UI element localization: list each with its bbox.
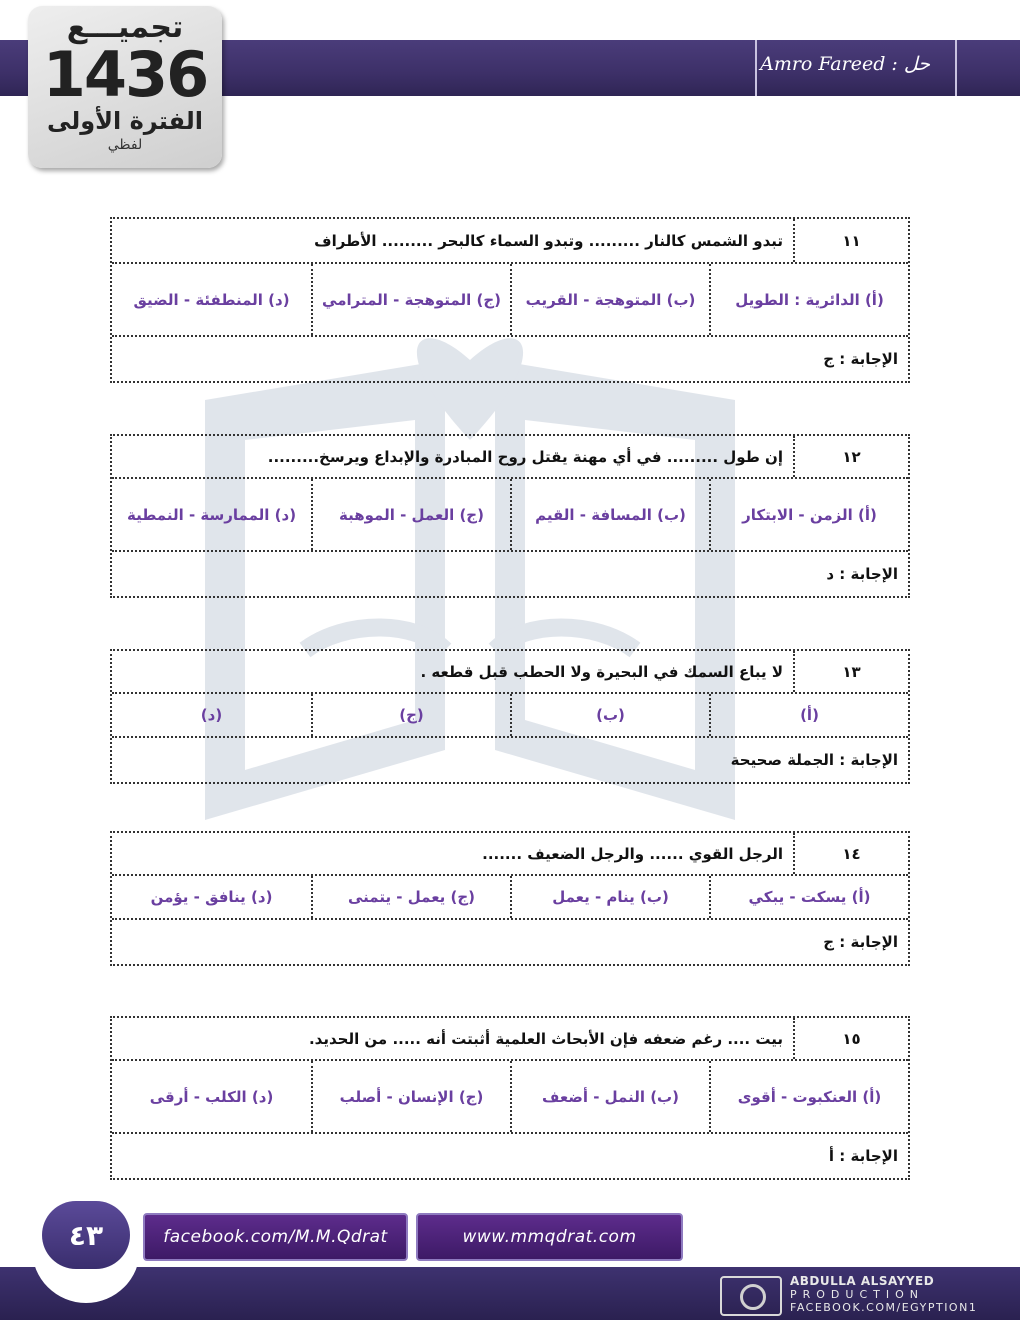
option-a: (أ) الدائرية : الطويل [709,264,908,335]
option-b: (ب) ينام - يعمل [510,876,709,918]
production-facebook[interactable]: FACEBOOK.COM/EGYPTION1 [790,1301,978,1314]
question-stem: تبدو الشمس كالنار ......... وتبدو السماء كالبحر ......... الأطراف [314,231,783,250]
question-block-14 [110,831,910,966]
option-b: (ب) المسافة - القيم [510,479,709,550]
option-b: (ب) [510,694,709,736]
question-block-15 [110,1016,910,1180]
solver-credit: حل : Amro Fareed [760,53,930,75]
option-b: (ب) النمل - أضعف [510,1061,709,1132]
option-b: (ب) المتوهجة - القريب [510,264,709,335]
page-number: ٤٣ [42,1201,130,1269]
header-divider [955,40,957,96]
answer-text: الإجابة : الجملة صحيحة [730,751,898,769]
option-c: (ج) المتوهجة - المترامي [311,264,510,335]
question-number: ١٢ [793,436,908,477]
collection-logo [28,6,222,168]
page-number-badge [32,1195,140,1303]
question-block-11 [110,217,910,383]
question-block-13 [110,649,910,784]
question-number: ١٥ [793,1018,908,1059]
option-c: (ج) الإنسان - أصلب [311,1061,510,1132]
option-c: (ج) [311,694,510,736]
question-stem: لا يباع السمك في البحيرة ولا الحطب قبل قطعه . [420,662,783,681]
question-number: ١١ [793,219,908,262]
logo-period: الفترة الأولى [46,107,204,135]
option-a: (أ) [709,694,908,736]
answer-text: الإجابة : ج [823,933,898,951]
answer-text: الإجابة : أ [828,1147,898,1165]
production-credit [720,1272,1020,1318]
question-stem: بيت .... رغم ضعفه فإن الأبحاث العلمية أثبتت أنه ..... من الحديد. [308,1029,783,1048]
answer-text: الإجابة : د [826,565,898,583]
option-d: (د) [200,706,223,724]
option-d: (د) الكلب - أرقى [149,1087,274,1106]
production-label: PRODUCTION [790,1288,924,1301]
facebook-link-button[interactable]: facebook.com/M.M.Qdrat [143,1213,408,1261]
question-block-12 [110,434,910,598]
option-d: (د) ينافق - يؤمن [150,888,273,906]
production-name: ABDULLA ALSAYYED [790,1274,935,1288]
camera-icon [720,1276,782,1316]
question-stem: الرجل القوي ...... والرجل الضعيف ....... [482,844,783,863]
question-number: ١٤ [793,833,908,874]
option-a: (أ) العنكبوت - أقوى [709,1061,908,1132]
option-a: (أ) يسكت - يبكي [709,876,908,918]
option-a: (أ) الزمن - الابتكار [709,479,908,550]
option-c: (ج) يعمل - يتمنى [311,876,510,918]
option-d: (د) الممارسة - النمطية [126,505,297,524]
question-number: ١٣ [793,651,908,692]
logo-section: لفظي [107,137,143,153]
header-divider [755,40,757,96]
option-c: (ج) العمل - الموهبة [311,479,510,550]
logo-title: تجميـــع [66,10,184,45]
answer-text: الإجابة : ج [823,350,898,368]
option-d: (د) المنطفئة - الضيق [133,290,290,309]
website-link-button[interactable]: www.mmqdrat.com [416,1213,683,1261]
question-stem: إن طول ......... في أي مهنة يقتل روح المبادرة والإبداع ويرسخ......... [267,447,783,466]
logo-year: 1436 [42,38,208,111]
